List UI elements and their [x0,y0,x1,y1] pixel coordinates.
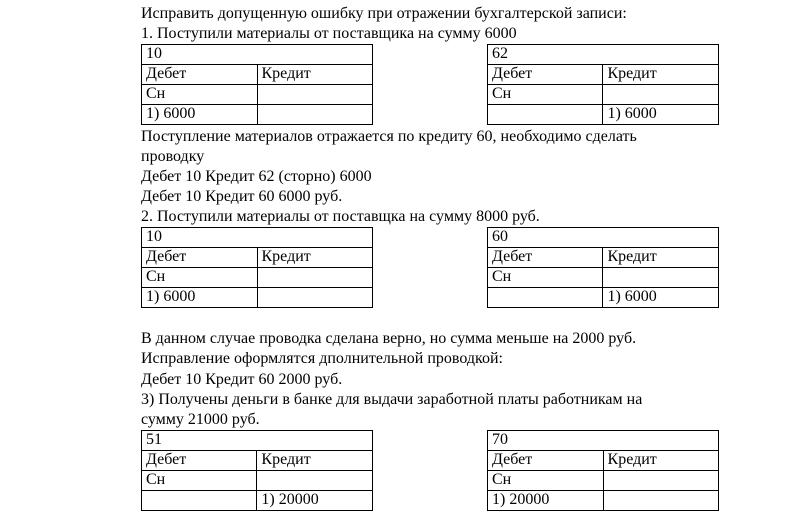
task-3a: 3) Получены деньги в банке для выдачи заработной платы работникам на [141,391,643,408]
account-name: 10 [142,45,373,65]
empty-cell [603,268,719,288]
t-account-10-second [141,227,373,308]
debit-header: Дебет [488,451,604,471]
account-name: 60 [488,228,719,248]
t-account-70 [487,430,719,511]
empty-cell [603,471,718,491]
credit-entry [257,105,373,125]
entry-correct: Дебет 10 Кредит 60 6000 руб. [141,188,343,205]
task-1: 1. Поступили материалы от поставщика на сумму 6000 [141,25,517,42]
credit-entry [257,288,373,308]
account-name: 10 [142,228,373,248]
entry-reversal: Дебет 10 Кредит 62 (сторно) 6000 [141,168,372,185]
credit-header: Кредит [257,65,373,85]
credit-header: Кредит [603,451,718,471]
credit-entry: 1) 6000 [603,288,719,308]
t-account-10-first [141,44,373,125]
debit-header: Дебет [142,65,258,85]
debit-entry [142,491,257,511]
empty-cell [257,85,373,105]
t-account-51 [141,430,373,511]
empty-cell [257,268,373,288]
account-name: 51 [142,431,373,451]
credit-header: Кредит [603,248,719,268]
opening-balance: Сн [142,471,257,491]
credit-header: Кредит [257,248,373,268]
document-title: Исправить допущенную ошибку при отражении бухгалтерской записи: [141,5,627,22]
task-3b: сумму 21000 руб. [141,411,260,428]
debit-header: Дебет [488,248,603,268]
empty-cell [257,471,373,491]
task-2: 2. Поступили материалы от поставщка на сумму 8000 руб. [141,208,540,225]
credit-entry: 1) 20000 [257,491,373,511]
t-account-60 [487,227,719,308]
debit-entry: 1) 20000 [488,491,604,511]
opening-balance: Сн [142,85,258,105]
credit-entry [603,491,718,511]
account-name: 62 [488,45,719,65]
debit-header: Дебет [142,451,257,471]
opening-balance: Сн [488,471,604,491]
entry-additional: Дебет 10 Кредит 60 2000 руб. [141,371,343,388]
empty-cell [603,85,719,105]
account-name: 70 [488,431,719,451]
debit-header: Дебет [142,248,258,268]
explanation-2a: В данном случае проводка сделана верно, но сумма меньше на 2000 руб. [141,330,637,347]
explanation-1a: Поступление материалов отражается по кредиту 60, необходимо сделать [141,128,637,145]
debit-header: Дебет [488,65,603,85]
debit-entry [488,288,603,308]
explanation-1b: проводку [141,148,205,165]
opening-balance: Сн [488,268,603,288]
explanation-2b: Исправление оформлятся дполнительной проводкой: [141,350,503,367]
opening-balance: Сн [142,268,258,288]
t-account-62 [487,44,719,125]
debit-entry: 1) 6000 [142,288,258,308]
credit-entry: 1) 6000 [603,105,719,125]
opening-balance: Сн [488,85,603,105]
credit-header: Кредит [257,451,373,471]
debit-entry: 1) 6000 [142,105,258,125]
debit-entry [488,105,603,125]
credit-header: Кредит [603,65,719,85]
